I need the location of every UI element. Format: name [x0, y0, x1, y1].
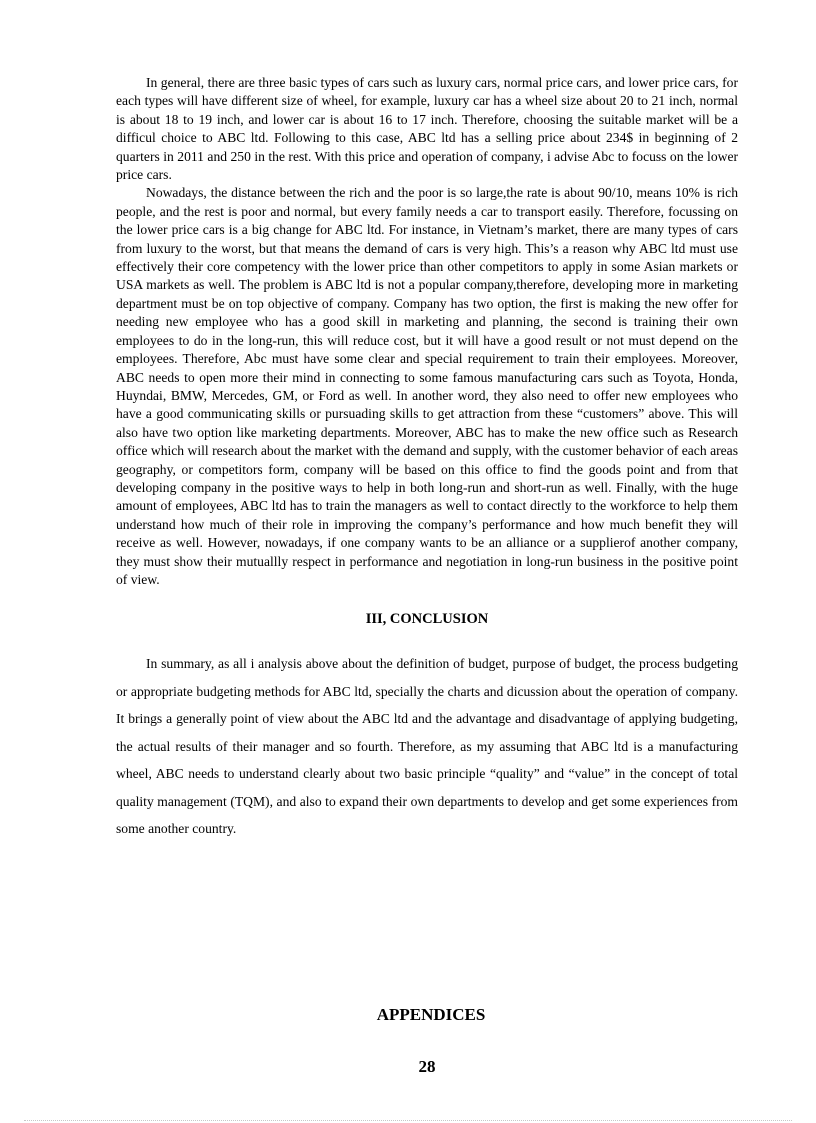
- paragraph-car-types: In general, there are three basic types of cars such as luxury cars, normal price cars, and lower price cars, for each types will have different size of wheel, for example, luxury car has a wheel size about 20 to 21 inch, normal is about 18 to 19 inch, and lower car is about 16 to 17 inch. Therefore, choosing the suitable market will be a difficul choice to ABC ltd. Following to this case, ABC ltd has a selling price about 234$ in beginning of 2 quarters in 2011 and 250 in the rest. With this price and operation of company, i advise Abc to focuss on the lower price cars.: [116, 75, 738, 183]
- appendices-heading: APPENDICES: [376, 1005, 486, 1024]
- conclusion-heading: III, CONCLUSION: [365, 611, 489, 628]
- paragraph-market-strategy: Nowadays, the distance between the rich and the poor is so large,the rate is about 90/10, means 10% is rich people, and the rest is poor and normal, but every family needs a car to transport easily. Therefore, focussing on the lower price cars is a big change for ABC ltd. For instance, in Vietnam’s market, there are many types of cars from luxury to the worst, but that means the demand of cars is very high. This’s a reason why ABC ltd must use effectively their core competency with the lower price than other competitors to apply in some Asian markets or USA markets as well. The problem is ABC ltd is not a popular company,therefore, developing more in marketing department must be on top objective of company. Company has two option, the first is making the new offer for needing new employee who has a good skill in marketing and planning, the second is training their own employees to do in the long-run, this will reduce cost, but it will have a good result or not must depend on the employees. Therefore, Abc must have some clear and special requirement to train their employees. Moreover, ABC needs to open more their mind in connecting to some famous manufacturing cars such as Toyota, Honda, Huyndai, BMW, Mercedes, GM, or Ford as well. In another word, they also need to offer new employees who have a good communicating skills or pursuading skills to get attraction from these “customers” above. This will also have two option like marketing departments. Moreover, ABC has to make the new office such as Research office which will research about the market with the demand and supply, with the customer behavior of each areas geography, or competitors form, company will be based on this office to find the goods point and from that developing company in the positive ways to help in both long-run and short-run as well. Finally, with the huge amount of employees, ABC ltd has to train the managers as well to contact directly to the workforce to help them understand how much of their role in improving the company’s performance and how much benefit they will receive as well. However, nowadays, if one company wants to be an alliance or a supplierof another company, they must show their mutuallly respect in performance and negotiation in long-run business in the positive point of view.: [116, 185, 738, 587]
- conclusion-paragraph: In summary, as all i analysis above about the definition of budget, purpose of budget, the process budgeting or appropriate budgeting methods for ABC ltd, specially the charts and dicussion about the operation of company. It brings a generally point of view about the ABC ltd and the advantage and disadvantage of applying budgeting, the actual results of their manager and so fourth. Therefore, as my assuming that ABC ltd is a manufacturing wheel, ABC needs to understand clearly about two basic principle “quality” and “value” in the concept of total quality management (TQM), and also to expand their own departments to develop and get some experiences from some another country.: [116, 656, 738, 837]
- page-footer-divider: [24, 1120, 792, 1121]
- document-body: [116, 74, 738, 843]
- page-number: 28: [418, 1057, 436, 1076]
